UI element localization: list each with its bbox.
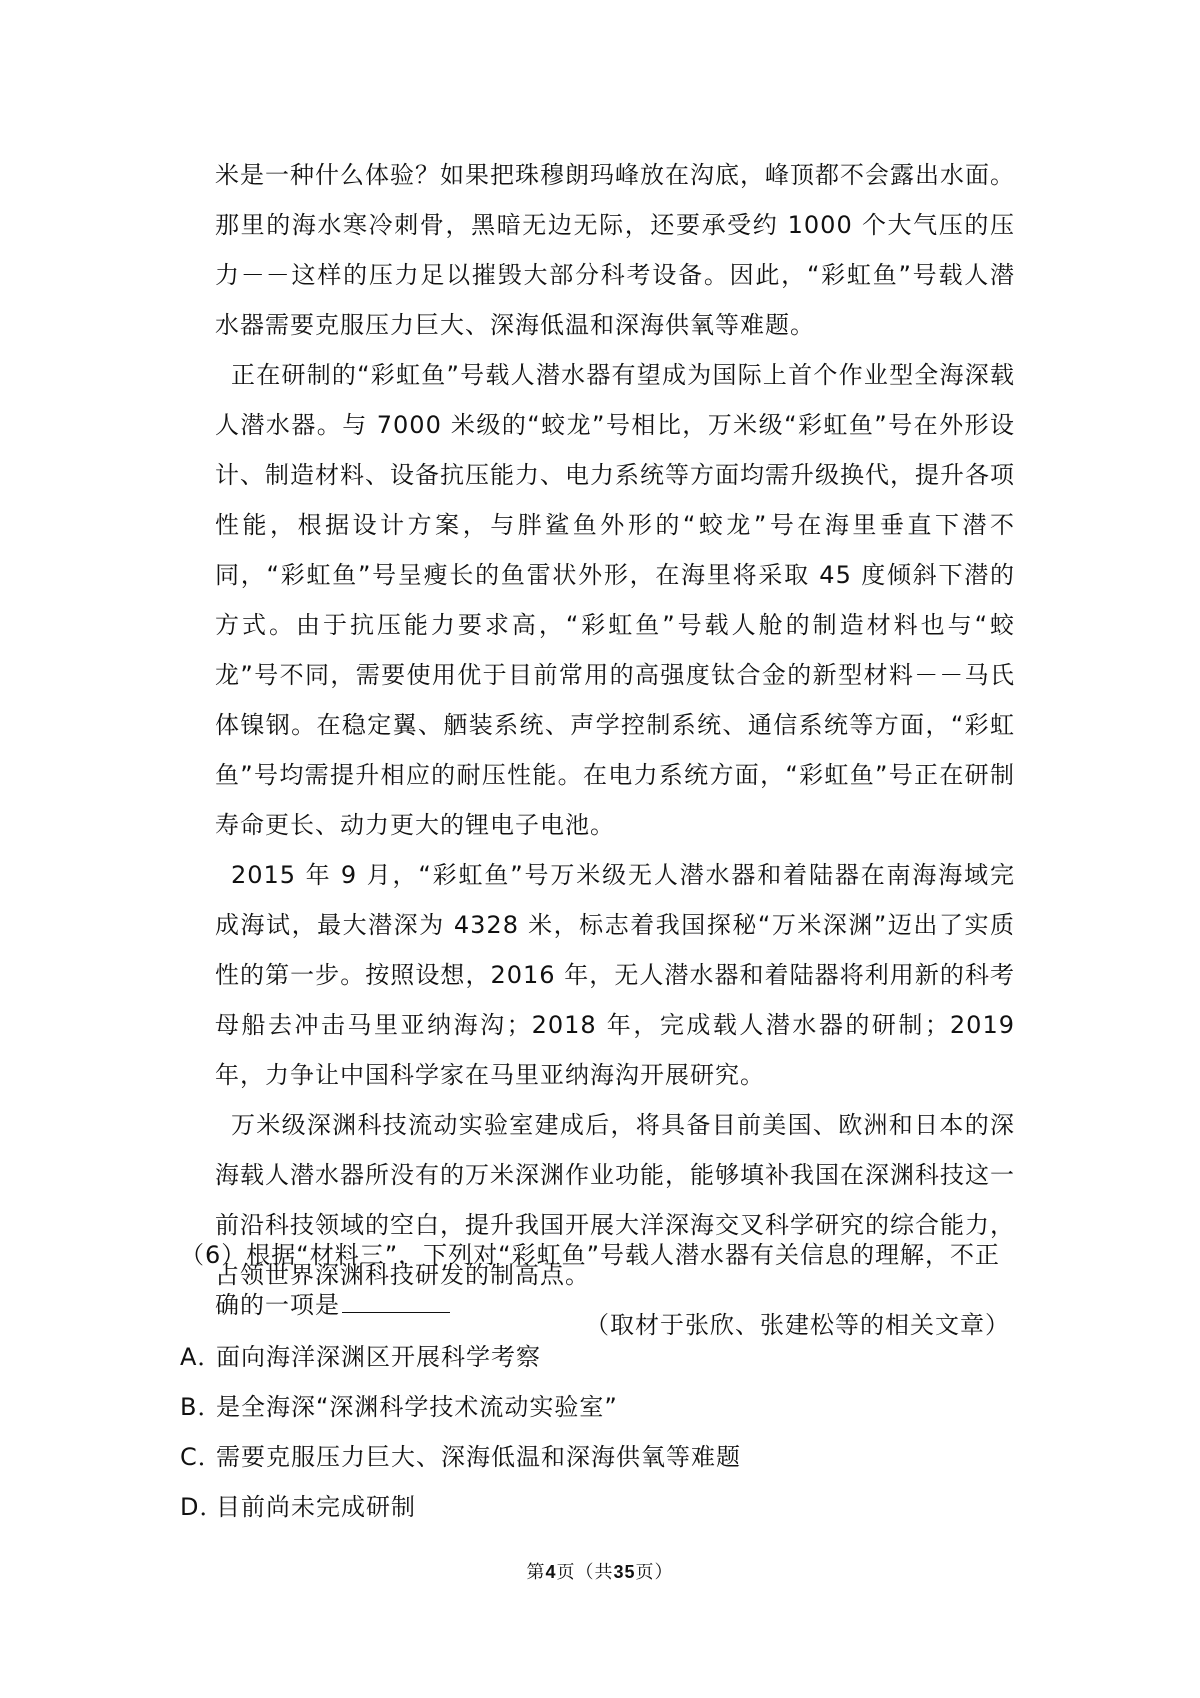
option-letter: A． xyxy=(180,1343,223,1371)
question-text: 根据“材料三”，下列对“彩虹鱼”号载人潜水器有关信息的理解，不正确的一项是 xyxy=(215,1241,1001,1319)
passage-paragraph-3: 2015 年 9 月，“彩虹鱼”号万米级无人潜水器和着陆器在南海海域完成海试，最大潜深为 4328 米，标志着我国探秘“万米深渊”迈出了实质性的第一步。按照设想，2016 年，无人潜水器和着陆器将利用新的科考母船去冲击马里亚纳海沟；2018 年，完成载人潜水器的研制；2019 年，力争让中国科学家在马里亚纳海沟开展研究。 xyxy=(215,861,1015,1089)
option-text: 目前尚未完成研制 xyxy=(216,1493,416,1521)
option-text: 需要克服压力巨大、深海低温和深海供氧等难题 xyxy=(216,1443,741,1471)
option-c[interactable] xyxy=(180,1432,1020,1482)
passage-source: （取材于张欣、张建松等的相关文章） xyxy=(585,1311,1010,1339)
question-6 xyxy=(180,1230,1020,1532)
answer-blank[interactable] xyxy=(342,1280,450,1313)
option-letter: C． xyxy=(180,1443,223,1471)
passage-paragraph-4: 万米级深渊科技流动实验室建成后，将具备目前美国、欧洲和日本的深海载人潜水器所没有的万米深渊作业功能，能够填补我国在深渊科技这一前沿科技领域的空白，提升我国开展大洋深海交叉科学研究的综合能力，占领世界深渊科技研发的制高点。 xyxy=(215,1111,1015,1289)
footer-prefix: 第 xyxy=(526,1562,546,1583)
option-text: 是全海深“深渊科学技术流动实验室” xyxy=(216,1393,618,1421)
current-page-number: 4 xyxy=(545,1562,557,1582)
passage-paragraph-1: 米是一种什么体验？如果把珠穆朗玛峰放在沟底，峰顶都不会露出水面。那里的海水寒冷刺骨，黑暗无边无际，还要承受约 1000 个大气压的压力－－这样的压力足以摧毁大部分科考设备。因此，“彩虹鱼”号载人潜水器需要克服压力巨大、深海低温和深海供氧等难题。 xyxy=(215,161,1015,339)
options-list xyxy=(180,1332,1020,1532)
question-number: （6） xyxy=(180,1241,247,1269)
option-letter: D． xyxy=(180,1493,225,1521)
footer-suffix: 页） xyxy=(635,1562,674,1583)
option-b[interactable] xyxy=(180,1382,1020,1432)
option-d[interactable] xyxy=(180,1482,1020,1532)
option-a[interactable] xyxy=(180,1332,1020,1382)
option-text: 面向海洋深渊区开展科学考察 xyxy=(216,1343,541,1371)
page-footer xyxy=(0,1558,1200,1584)
option-letter: B． xyxy=(180,1393,223,1421)
footer-middle: 页（共 xyxy=(556,1562,614,1583)
total-page-number: 35 xyxy=(613,1562,636,1582)
question-stem xyxy=(180,1230,1020,1330)
passage xyxy=(215,150,1015,1350)
passage-paragraph-2: 正在研制的“彩虹鱼”号载人潜水器有望成为国际上首个作业型全海深载人潜水器。与 7000 米级的“蛟龙”号相比，万米级“彩虹鱼”号在外形设计、制造材料、设备抗压能力、电力系统等方面均需升级换代，提升各项性能，根据设计方案，与胖鲨鱼外形的“蛟龙”号在海里垂直下潜不同，“彩虹鱼”号呈瘦长的鱼雷状外形，在海里将采取 45 度倾斜下潜的方式。由于抗压能力要求高，“彩虹鱼”号载人舱的制造材料也与“蛟龙”号不同，需要使用优于目前常用的高强度钛合金的新型材料－－马氏体镍钢。在稳定翼、舾装系统、声学控制系统、通信系统等方面，“彩虹鱼”号均需提升相应的耐压性能。在电力系统方面，“彩虹鱼”号正在研制寿命更长、动力更大的锂电子电池。 xyxy=(215,361,1015,839)
